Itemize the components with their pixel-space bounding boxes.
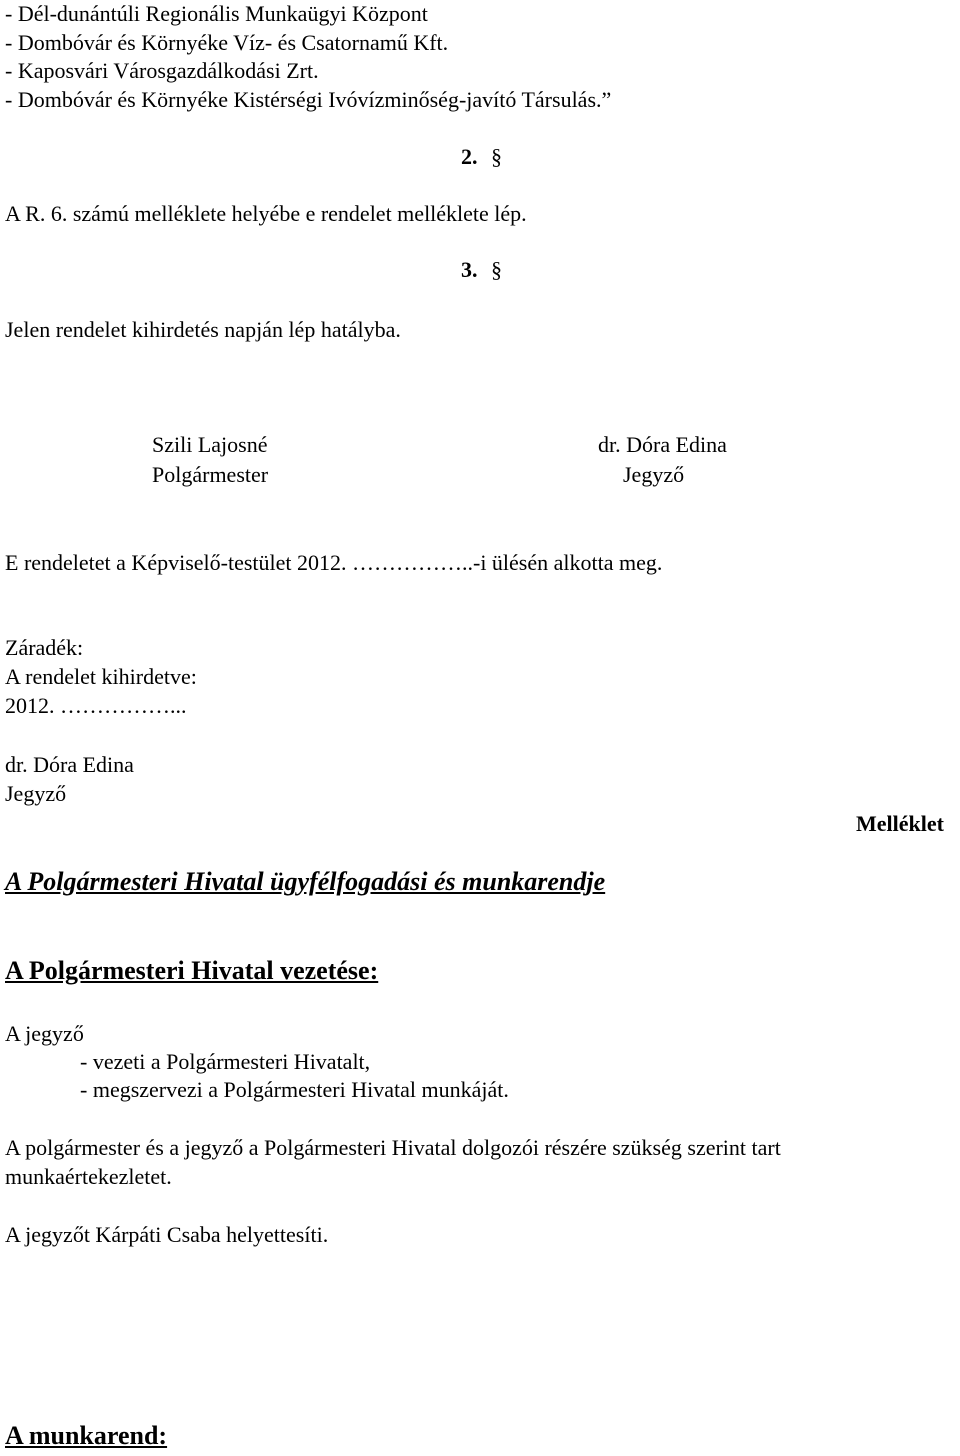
notary-duty-item: - vezeti a Polgármesteri Hivatalt, bbox=[80, 1049, 371, 1074]
list-item: - Dombóvár és Környéke Kistérségi Ivóvízminőség-javító Társulás.” bbox=[5, 86, 612, 112]
paragraph-adopted: E rendeletet a Képviselő-testület 2012. ……………..-i ülésén alkotta meg. bbox=[5, 550, 663, 575]
signer-role: Jegyző bbox=[623, 462, 685, 487]
list-item: - Kaposvári Városgazdálkodási Zrt. bbox=[5, 58, 319, 83]
notary-duty-item: - megszervezi a Polgármesteri Hivatal munkáját. bbox=[80, 1077, 509, 1102]
signer-role: Polgármester bbox=[152, 462, 269, 487]
paragraph-sign-icon: § bbox=[491, 257, 502, 282]
notary-name: dr. Dóra Edina bbox=[5, 752, 134, 777]
document-title: A Polgármesteri Hivatal ügyfélfogadási és munkarendje bbox=[5, 867, 606, 896]
paragraph-effect: Jelen rendelet kihirdetés napján lép hatályba. bbox=[5, 317, 401, 342]
paragraph-substitute: A jegyzőt Kárpáti Csaba helyettesíti. bbox=[5, 1222, 329, 1247]
heading-management: A Polgármesteri Hivatal vezetése: bbox=[5, 956, 379, 985]
signature-mayor bbox=[152, 431, 268, 491]
paragraph-meeting-line: munkaértekezletet. bbox=[5, 1164, 172, 1189]
list-item: - Dél-dunántúli Regionális Munkaügyi Központ bbox=[5, 1, 428, 26]
heading-work-order: A munkarend: bbox=[5, 1421, 168, 1450]
list-item: - Dombóvár és Környéke Víz- és Csatornamű Kft. bbox=[5, 29, 449, 55]
clause-date: 2012. ……………... bbox=[5, 693, 187, 718]
section-number: 3. bbox=[461, 257, 478, 282]
section-2-heading bbox=[461, 143, 502, 171]
signer-name: dr. Dóra Edina bbox=[598, 432, 727, 457]
signer-name: Szili Lajosné bbox=[152, 432, 268, 457]
notary-section-intro: A jegyző bbox=[5, 1021, 84, 1046]
notary-signature-block bbox=[5, 751, 134, 809]
paragraph-meeting-line: A polgármester és a jegyző a Polgármesteri Hivatal dolgozói részére szükség szerint tart bbox=[5, 1135, 781, 1160]
annex-label: Melléklet bbox=[856, 811, 944, 836]
paragraph-annex: A R. 6. számú melléklete helyébe e rendelet melléklete lép. bbox=[5, 201, 527, 226]
clause-published: A rendelet kihirdetve: bbox=[5, 664, 197, 689]
section-3-heading bbox=[461, 256, 502, 284]
notary-role: Jegyző bbox=[5, 781, 67, 806]
paragraph-sign-icon: § bbox=[491, 144, 502, 169]
clause-label: Záradék: bbox=[5, 635, 84, 660]
recipient-list bbox=[5, 0, 611, 114]
signature-notary bbox=[598, 431, 727, 491]
section-number: 2. bbox=[461, 144, 478, 169]
clause-block bbox=[5, 634, 197, 721]
